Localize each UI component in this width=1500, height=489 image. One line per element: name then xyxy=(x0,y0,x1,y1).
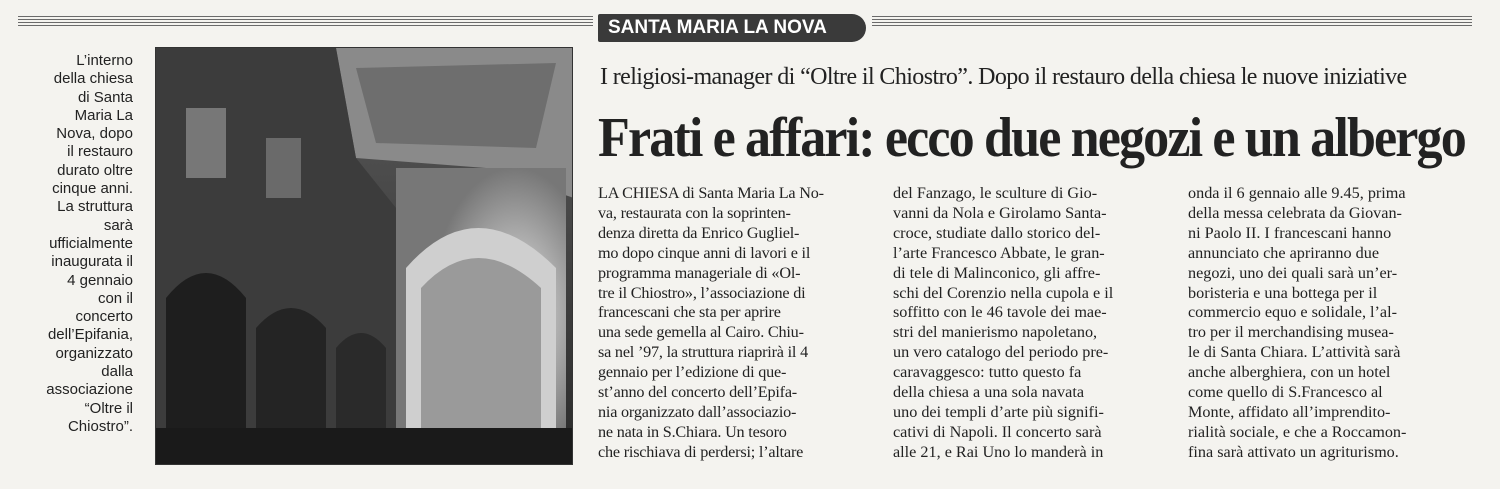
caption-line: “Oltre il xyxy=(84,399,133,417)
article-line: ni Paolo II. I francescani hanno xyxy=(1188,223,1392,242)
caption-line: Maria La xyxy=(74,106,133,124)
header-rule-left xyxy=(18,16,593,28)
caption-line: Nova, dopo xyxy=(56,125,133,143)
article-line: stri del manierismo napoletano, xyxy=(893,323,1098,342)
caption-line: dalla xyxy=(101,363,133,381)
caption-line: concerto xyxy=(75,308,133,326)
article-line: programma manageriale di «Ol- xyxy=(598,263,801,282)
church-interior-illustration xyxy=(156,48,573,465)
article-line: alle 21, e Rai Uno lo manderà in xyxy=(893,442,1104,461)
article-line: l’arte Francesco Abbate, le gran- xyxy=(893,243,1105,262)
article-line: LA CHIESA di Santa Maria La No- xyxy=(598,184,824,202)
article-line: boristeria e una bottega per il xyxy=(1188,283,1378,302)
article-line: soffitto con le 46 tavole dei mae- xyxy=(893,303,1107,322)
article-line: sa nel ’97, la struttura riaprirà il 4 xyxy=(598,343,808,362)
caption-line: Chiostro”. xyxy=(67,417,133,435)
article-line: negozi, uno dei quali sarà un’er- xyxy=(1188,263,1398,282)
article-line: della chiesa a una sola navata xyxy=(893,383,1085,402)
article-line: nia organizzato dall’associazio- xyxy=(598,402,797,421)
article-line: schi del Corenzio nella cupola e il xyxy=(893,283,1114,302)
article-line: gennaio per l’edizione di que- xyxy=(598,363,787,382)
caption-line: con il xyxy=(97,289,133,307)
church-interior-photo xyxy=(155,47,573,465)
article-line: cativi di Napoli. Il concerto sarà xyxy=(893,422,1102,441)
article-line: tro per il merchandising musea- xyxy=(1188,323,1394,342)
article-line: tre il Chiostro», l’associazione di xyxy=(598,283,806,302)
article-line: anche alberghiera, con un hotel xyxy=(1188,363,1391,382)
article-line: st’anno del concerto dell’Epifa- xyxy=(598,383,798,402)
caption-line: dell’Epifania, xyxy=(47,326,133,344)
caption-line: durato oltre xyxy=(57,161,133,179)
article-line: mo dopo cinque anni di lavori e il xyxy=(598,243,811,262)
article-line: commercio equo e solidale, l’al- xyxy=(1188,303,1398,322)
article-line: fina sarà attivato un agriturismo. xyxy=(1188,442,1399,461)
article-line: vanni da Nola e Girolamo Santa- xyxy=(893,203,1107,222)
article-line: come quello di S.Francesco al xyxy=(1188,383,1383,402)
caption-line: La struttura xyxy=(57,198,133,216)
article-line: denza diretta da Enrico Gugliel- xyxy=(598,223,800,242)
caption-line: 4 gennaio xyxy=(67,271,133,289)
article-column-1 xyxy=(598,184,868,463)
article-line: annunciato che apriranno due xyxy=(1188,243,1380,262)
article-line: va, restaurata con la soprinten- xyxy=(598,203,791,222)
article-line: onda il 6 gennaio alle 9.45, prima xyxy=(1188,184,1406,202)
caption-line: sarà xyxy=(103,216,133,234)
caption-line: inaugurata il xyxy=(51,253,133,271)
article-line: francescani che sta per aprire xyxy=(598,303,781,322)
caption-line: il restauro xyxy=(67,143,133,161)
caption-line: della chiesa xyxy=(53,70,133,88)
article-line: croce, studiate dallo storico del- xyxy=(893,223,1101,242)
caption-line: ufficialmente xyxy=(49,234,133,252)
section-kicker: SANTA MARIA LA NOVA xyxy=(598,14,866,42)
caption-line: organizzato xyxy=(55,344,133,362)
subheadline: I religiosi-manager di “Oltre il Chiostro”. Dopo il restauro della chiesa le nuove iniziative xyxy=(600,64,1407,90)
headline: Frati e affari: ecco due negozi e un albergo xyxy=(598,107,1465,169)
photo-caption xyxy=(30,52,133,436)
article-line: del Fanzago, le sculture di Gio- xyxy=(893,184,1098,202)
article-line: uno dei templi d’arte più signifi- xyxy=(893,402,1104,421)
article-line: ne nata in S.Chiara. Un tesoro xyxy=(598,422,787,441)
article-line: caravaggesco: tutto questo fa xyxy=(893,363,1082,382)
caption-line: cinque anni. xyxy=(52,180,133,198)
caption-line: associazione xyxy=(46,381,133,399)
article-column-2 xyxy=(893,184,1163,463)
article-line: di tele di Malinconico, gli affre- xyxy=(893,263,1101,282)
article-line: un vero catalogo del periodo pre- xyxy=(893,343,1109,362)
article-line: una sede gemella al Cairo. Chiu- xyxy=(598,323,804,342)
article-line: della messa celebrata da Giovan- xyxy=(1188,203,1402,222)
header-rule-right xyxy=(872,16,1472,28)
caption-line: L’interno xyxy=(76,52,133,69)
article-column-3 xyxy=(1188,184,1458,463)
article-line: le di Santa Chiara. L’attività sarà xyxy=(1188,343,1401,362)
article-line: che rischiava di perdersi; l’altare xyxy=(598,442,804,461)
article-line: Monte, affidato all’imprendito- xyxy=(1188,402,1391,421)
article-line: rialità sociale, e che a Roccamon- xyxy=(1188,422,1407,441)
caption-line: di Santa xyxy=(77,88,133,106)
